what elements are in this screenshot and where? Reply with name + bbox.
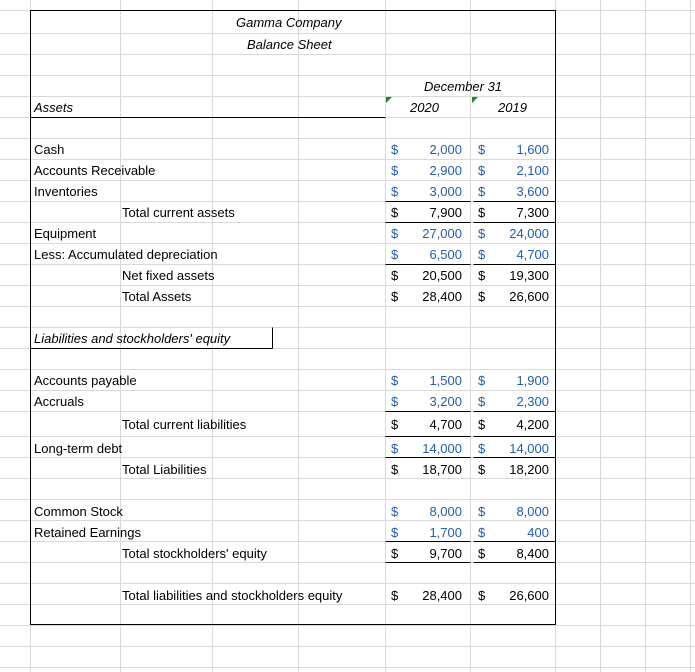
company-name: Gamma Company [236, 15, 342, 30]
dollar-sign: $ [391, 373, 399, 388]
dollar-sign: $ [391, 525, 399, 540]
tse-2019: 8,400 [516, 546, 549, 561]
tlse-label: Total liabilities and stockholders equity [122, 588, 343, 603]
green-triangle-icon [386, 97, 392, 103]
ar-2019: 2,100 [516, 163, 549, 178]
ta-2019: 26,600 [509, 289, 549, 304]
tse-2020: 9,700 [429, 546, 462, 561]
tcl-label: Total current liabilities [122, 417, 247, 432]
dep-2020: 6,500 [429, 247, 462, 262]
dollar-sign: $ [391, 417, 399, 432]
ap-2020: 1,500 [429, 373, 462, 388]
period-label: December 31 [424, 79, 503, 94]
dollar-sign: $ [478, 205, 486, 220]
ltd-2020: 14,000 [422, 441, 462, 456]
ap-2019: 1,900 [516, 373, 549, 388]
dollar-sign: $ [478, 226, 486, 241]
dep-label: Less: Accumulated depreciation [34, 247, 218, 262]
year-current: 2020 [410, 100, 439, 115]
equip-2020: 27,000 [422, 226, 462, 241]
ltd-label: Long-term debt [34, 441, 123, 456]
dollar-sign: $ [391, 163, 399, 178]
cash-2019: 1,600 [516, 142, 549, 157]
dollar-sign: $ [478, 441, 486, 456]
green-triangle-icon [472, 97, 478, 103]
tca-label: Total current assets [122, 205, 235, 220]
dollar-sign: $ [478, 394, 486, 409]
dollar-sign: $ [391, 184, 399, 199]
tca-2019: 7,300 [516, 205, 549, 220]
dollar-sign: $ [391, 394, 399, 409]
inv-label: Inventories [34, 184, 98, 199]
ltd-2019: 14,000 [509, 441, 549, 456]
dep-2019: 4,700 [516, 247, 549, 262]
re-2019: 400 [527, 525, 549, 540]
tl-2019: 18,200 [509, 462, 549, 477]
nfa-label: Net fixed assets [122, 268, 215, 283]
tlse-2019: 26,600 [509, 588, 549, 603]
dollar-sign: $ [391, 504, 399, 519]
dollar-sign: $ [391, 588, 399, 603]
dollar-sign: $ [478, 268, 486, 283]
tlse-2020: 28,400 [422, 588, 462, 603]
accr-2019: 2,300 [516, 394, 549, 409]
tcl-2019: 4,200 [516, 417, 549, 432]
dollar-sign: $ [391, 247, 399, 262]
dollar-sign: $ [478, 417, 486, 432]
dollar-sign: $ [478, 588, 486, 603]
ta-2020: 28,400 [422, 289, 462, 304]
sheet-title: Balance Sheet [247, 37, 332, 52]
dollar-sign: $ [478, 163, 486, 178]
cs-label: Common Stock [34, 504, 123, 519]
ta-label: Total Assets [122, 289, 192, 304]
cash-label: Cash [34, 142, 65, 157]
dollar-sign: $ [391, 546, 399, 561]
dollar-sign: $ [478, 546, 486, 561]
dollar-sign: $ [391, 289, 399, 304]
tl-label: Total Liabilities [122, 462, 207, 477]
ar-2020: 2,900 [429, 163, 462, 178]
dollar-sign: $ [391, 205, 399, 220]
equip-label: Equipment [34, 226, 97, 241]
accr-label: Accruals [34, 394, 84, 409]
nfa-2020: 20,500 [422, 268, 462, 283]
equip-2019: 24,000 [509, 226, 549, 241]
dollar-sign: $ [478, 142, 486, 157]
tca-2020: 7,900 [429, 205, 462, 220]
dollar-sign: $ [478, 504, 486, 519]
cs-2020: 8,000 [429, 504, 462, 519]
dollar-sign: $ [478, 184, 486, 199]
nfa-2019: 19,300 [509, 268, 549, 283]
dollar-sign: $ [478, 247, 486, 262]
dollar-sign: $ [478, 525, 486, 540]
ar-label: Accounts Receivable [34, 163, 156, 178]
dollar-sign: $ [478, 373, 486, 388]
dollar-sign: $ [391, 142, 399, 157]
inv-2020: 3,000 [429, 184, 462, 199]
dollar-sign: $ [478, 289, 486, 304]
year-prior: 2019 [498, 100, 527, 115]
dollar-sign: $ [391, 441, 399, 456]
ap-label: Accounts payable [34, 373, 137, 388]
dollar-sign: $ [391, 226, 399, 241]
re-2020: 1,700 [429, 525, 462, 540]
cs-2019: 8,000 [516, 504, 549, 519]
tcl-2020: 4,700 [429, 417, 462, 432]
inv-2019: 3,600 [516, 184, 549, 199]
cash-2020: 2,000 [429, 142, 462, 157]
assets-heading: Assets [34, 100, 74, 115]
tl-2020: 18,700 [422, 462, 462, 477]
liab-heading: Liabilities and stockholders' equity [34, 331, 231, 346]
re-label: Retained Earnings [34, 525, 141, 540]
accr-2020: 3,200 [429, 394, 462, 409]
dollar-sign: $ [391, 462, 399, 477]
tse-label: Total stockholders' equity [122, 546, 267, 561]
dollar-sign: $ [391, 268, 399, 283]
dollar-sign: $ [478, 462, 486, 477]
